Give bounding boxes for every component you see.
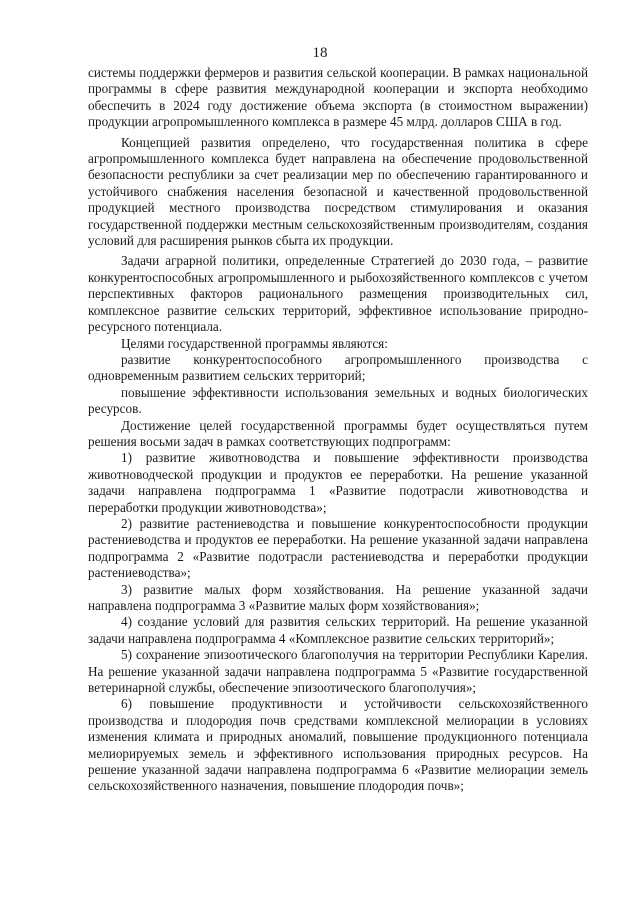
- paragraph-goals-achievement: Достижение целей государственной программы будет осуществляться путем решения восьми задач в рамках соответствующих подпрограмм:: [88, 417, 588, 449]
- paragraph-goal-2: повышение эффективности использования земельных и водных биологических ресурсов.: [88, 384, 588, 417]
- paragraph-export-goals: системы поддержки фермеров и развития сельской кооперации. В рамках национальной программы в сфере развития международной кооперации и экспорта необходимо обеспечить в 2024 году достижение объема экспорта (в стоимостном выражении) продукции агропромышленного комплекса в размере 45 млрд. долларов США в год.: [88, 65, 588, 130]
- list-item-task-4: 4) создание условий для развития сельских территорий. На решение указанной задачи направлена подпрограмма 4 «Комплексное развитие сельских территорий»;: [88, 614, 588, 646]
- paragraph-goal-1: развитие конкурентоспособного агропромышленного производства с одновременным развитием сельских территорий;: [88, 351, 588, 384]
- list-item-task-2: 2) развитие растениеводства и повышение конкурентоспособности продукции растениеводства и продуктов ее переработки. На решение указанной задачи направлена подпрограмма 2 «Развитие подотрасли растениеводства и переработки продукции растениеводства»;: [88, 515, 588, 581]
- paragraph-agrarian-policy-tasks: Задачи аграрной политики, определенные Стратегией до 2030 года, – развитие конкурентоспособных агропромышленного и рыбохозяйственного комплексов с учетом перспективных факторов рационального размещения производительных сил, комплексное развитие сельских территорий, эффективное использование природно-ресурсного потенциала.: [88, 253, 588, 335]
- page-number: 18: [312, 45, 328, 61]
- paragraph-development-concept: Концепцией развития определено, что государственная политика в сфере агропромышленного комплекса будет направлена на обеспечение продовольственной безопасности республики за счет реализации мер по обеспечению гарантированного и устойчивого снабжения населения безопасной и качественной продовольственной продукцией местного производства посредством стимулирования и оказания государственной поддержки местным сельскохозяйственным производителям, создания условий для расширения рынков сбыта их продукции.: [88, 134, 588, 249]
- list-item-task-5: 5) сохранение эпизоотического благополучия на территории Республики Карелия. На решение указанной задачи направлена подпрограмма 5 «Развитие государственной ветеринарной службы, обеспечение эпизоотического благополучия»;: [88, 647, 588, 696]
- paragraph-program-goals-intro: Целями государственной программы являются:: [121, 335, 388, 351]
- list-item-task-3: 3) развитие малых форм хозяйствования. На решение указанной задачи направлена подпрограмма 3 «Развитие малых форм хозяйствования»;: [88, 581, 588, 613]
- list-item-task-6: 6) повышение продуктивности и устойчивости сельскохозяйственного производства и плодородия почв средствами комплексной мелиорации в условиях изменения климата и природных аномалий, повышение продукционного потенциала мелиорируемых земель и эффективного использования природных ресурсов. На решение указанной задачи направлена подпрограмма 6 «Развитие мелиорации земель сельскохозяйственного назначения, повышение плодородия почв»;: [88, 696, 588, 794]
- document-body: [88, 65, 588, 795]
- list-item-task-1: 1) развитие животноводства и повышение эффективности производства животноводческой продукции и продуктов ее переработки. На решение указанной задачи направлена подпрограмма 1 «Развитие подотрасли животноводства и переработки продукции животноводства»;: [88, 450, 588, 515]
